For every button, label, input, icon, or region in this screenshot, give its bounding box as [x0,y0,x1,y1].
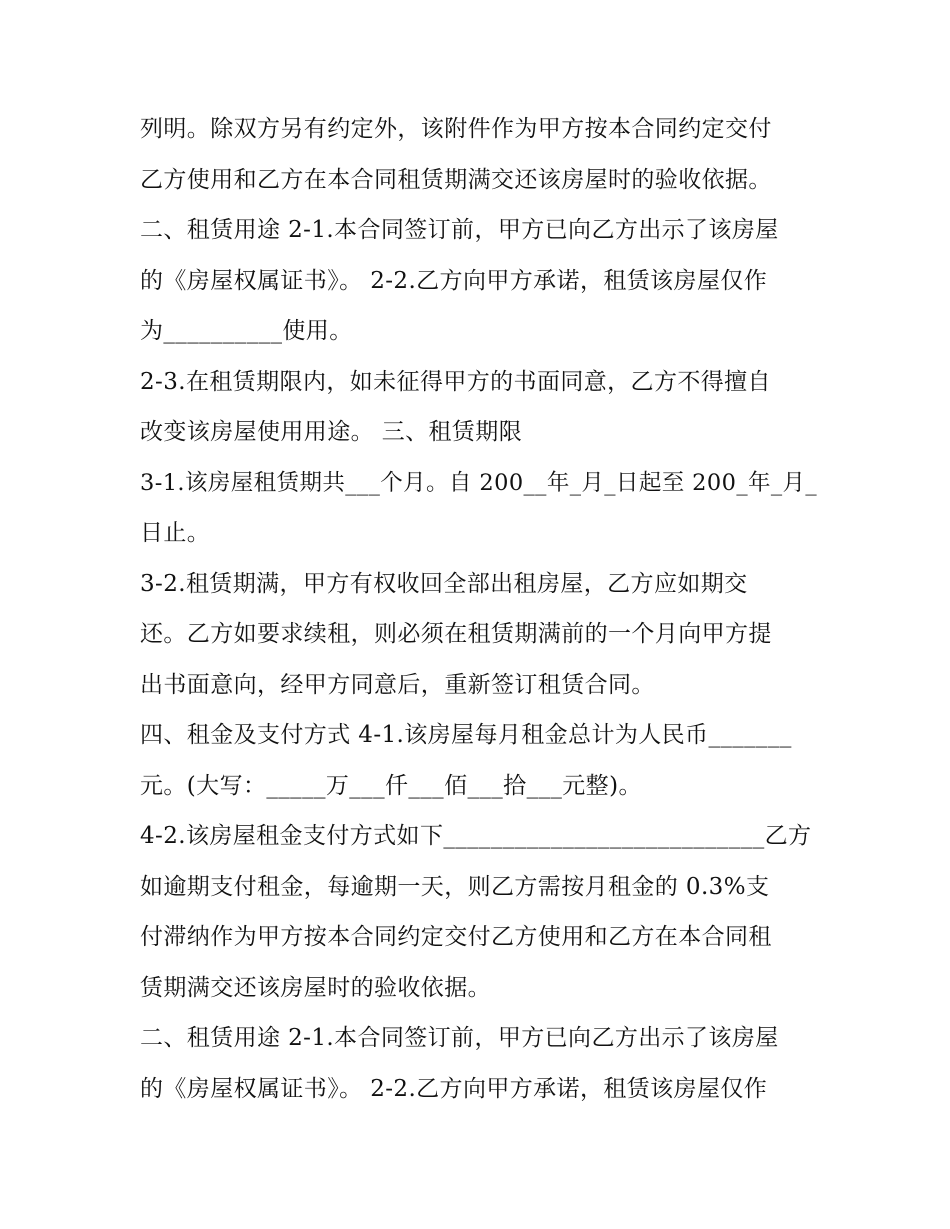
text-line: 2-3.在租赁期限内，如未征得甲方的书面同意，乙方不得擅自 [140,368,771,395]
text-line: 列明。除双方另有约定外，该附件作为甲方按本合同约定交付 [140,116,772,142]
text-line: 二、租赁用途 2-1.本合同签订前，甲方已向乙方出示了该房屋 [140,217,779,243]
text-line: 乙方使用和乙方在本合同租赁期满交还该房屋时的验收依据。 [140,166,772,193]
text-line: 日止。 [140,520,211,546]
text-line: 4-2.该房屋租金支付方式如下___________________________乙方 [140,823,812,849]
contract-text [140,104,820,1114]
text-line: 的《房屋权属证书》。 2-2.乙方向甲方承诺，租赁该房屋仅作 [140,1075,768,1102]
text-line: 为__________使用。 [140,318,353,344]
text-line: 四、租金及支付方式 4-1.该房屋每月租金总计为人民币_______ [140,722,792,748]
text-line: 付滞纳作为甲方按本合同约定交付乙方使用和乙方在本合同租 [140,924,772,950]
text-line: 赁期满交还该房屋时的验收依据。 [140,974,491,1001]
text-line: 改变该房屋使用用途。 三、租赁期限 [140,419,523,445]
text-line: 元。(大写：_____万___仟___佰___拾___元整)。 [140,772,642,799]
text-line: 如逾期支付租金，每逾期一天，则乙方需按月租金的 0.3%支 [140,873,770,900]
text-line: 还。乙方如要求续租，则必须在租赁期满前的一个月向甲方提 [140,621,772,647]
text-line: 的《房屋权属证书》。 2-2.乙方向甲方承诺，租赁该房屋仅作 [140,267,768,294]
text-line: 出书面意向，经甲方同意后，重新签订租赁合同。 [140,671,655,698]
text-line: 3-1.该房屋租赁期共___个月。自 200__年_月_日起至 200_年_月_ [140,469,818,496]
text-line: 二、租赁用途 2-1.本合同签订前，甲方已向乙方出示了该房屋 [140,1025,779,1051]
text-line: 3-2.租赁期满，甲方有权收回全部出租房屋，乙方应如期交 [140,570,748,597]
